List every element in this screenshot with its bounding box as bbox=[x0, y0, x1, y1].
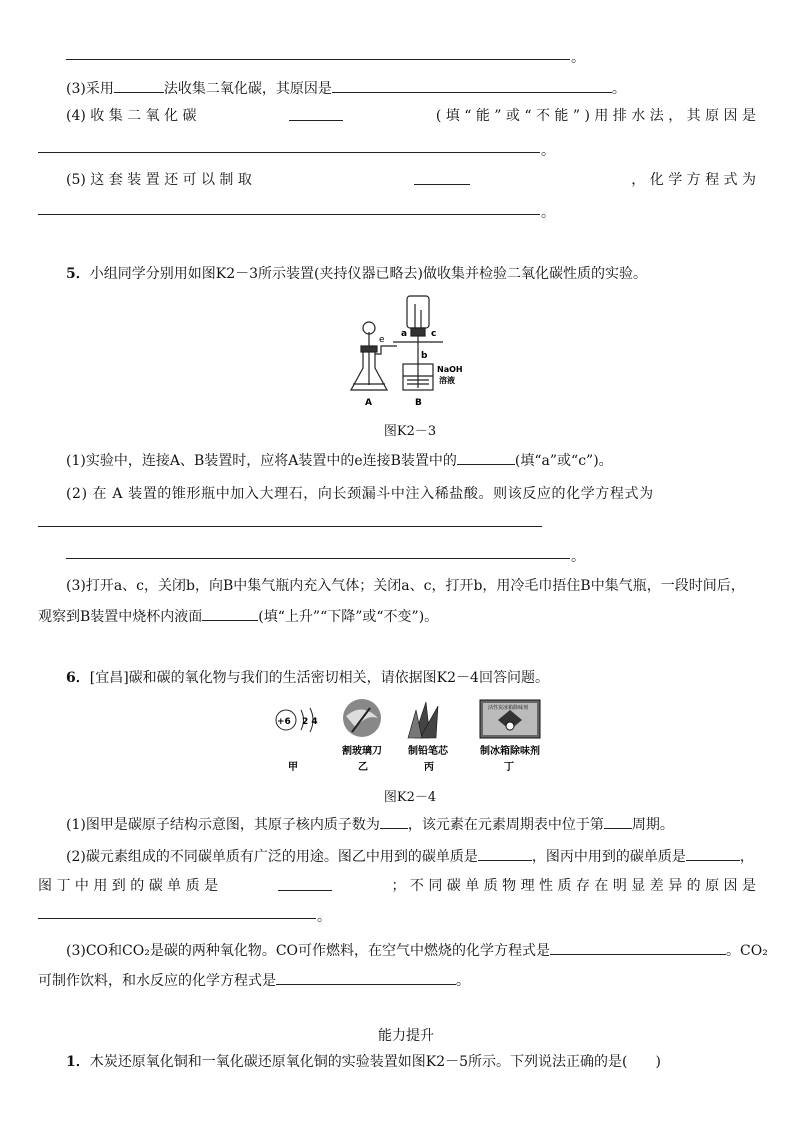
text: 周期。 bbox=[631, 817, 674, 833]
text: ，该元素在元素周期表中位于第 bbox=[407, 817, 604, 833]
apparatus-b bbox=[393, 296, 443, 390]
q5-part3-line1: (3)打开a、c，关闭b，向B中集气瓶内充入气体；关闭a、c，打开b，用冷毛巾捂住B中集气瓶，一段时间后， bbox=[66, 578, 745, 594]
q5-part3-line2 bbox=[38, 606, 438, 627]
period: 。 bbox=[317, 909, 331, 925]
blank[interactable] bbox=[686, 846, 740, 861]
text: 。 bbox=[456, 973, 470, 989]
question-number: 1． bbox=[66, 1054, 90, 1070]
answer-line bbox=[38, 918, 316, 919]
label-e: e bbox=[379, 335, 385, 345]
caption-item3: 制冰箱除味剂 bbox=[480, 746, 540, 757]
blank[interactable] bbox=[414, 170, 470, 185]
label-a-apparatus: A bbox=[365, 398, 372, 408]
label-a: a bbox=[401, 329, 408, 339]
q6-part2-line2 bbox=[38, 876, 756, 896]
answer-line bbox=[38, 152, 540, 153]
apparatus-a bbox=[351, 322, 397, 390]
text: 观察到B装置中烧杯内液面 bbox=[38, 609, 203, 625]
text: [宜昌]碳和碳的氧化物与我们的生活密切相关，请依据图K2－4回答问题。 bbox=[89, 670, 549, 686]
text: (4) 收 集 二 氧 化 碳 bbox=[66, 108, 197, 124]
text: (填“a”或“c”)。 bbox=[514, 453, 613, 469]
answer-line-top bbox=[66, 59, 570, 60]
q6-stem bbox=[66, 668, 549, 688]
label-yi: 乙 bbox=[358, 762, 368, 773]
blank[interactable] bbox=[114, 78, 164, 93]
label-b-apparatus: B bbox=[415, 398, 422, 408]
section-title: 能力提升 bbox=[378, 1028, 434, 1044]
text: (5) 这 套 装 置 还 可 以 制 取 bbox=[66, 172, 252, 188]
text: 可制作饮料，和水反应的化学方程式是 bbox=[38, 973, 276, 989]
q5-part2: (2) 在 A 装置的锥形瓶中加入大理石，向长颈漏斗中注入稀盐酸。则该反应的化学方程式为 bbox=[66, 486, 654, 502]
q6-part3-line2 bbox=[38, 970, 470, 991]
blank[interactable] bbox=[604, 814, 632, 829]
figure-k2-4 bbox=[266, 698, 556, 774]
q4-part4 bbox=[66, 106, 756, 126]
blank[interactable] bbox=[278, 876, 332, 891]
q6-part1 bbox=[66, 814, 674, 835]
label-b: b bbox=[421, 351, 428, 361]
q4-part5 bbox=[66, 170, 756, 190]
label-jia: 甲 bbox=[288, 762, 298, 773]
period: 。 bbox=[571, 50, 585, 66]
glass-cutter-picture bbox=[343, 699, 381, 737]
figure-caption: 图K2－4 bbox=[383, 790, 437, 805]
figure-caption: 图K2－3 bbox=[383, 424, 437, 439]
pencil-lead-picture bbox=[408, 702, 438, 738]
text: (1)图甲是碳原子结构示意图，其原子核内质子数为 bbox=[66, 817, 380, 833]
q6-part2-line1 bbox=[66, 846, 754, 867]
label-bing: 丙 bbox=[424, 762, 434, 773]
text: ( 填 “ 能 ” 或 “ 不 能 ” ) 用 排 水 法 ， 其 原 因 是 bbox=[435, 108, 756, 124]
label-ding: 丁 bbox=[504, 762, 514, 773]
answer-line bbox=[66, 558, 570, 559]
text: (2)碳元素组成的不同碳单质有广泛的用途。图乙中用到的碳单质是 bbox=[66, 849, 478, 865]
period: 。 bbox=[541, 143, 555, 159]
text: 。 bbox=[611, 81, 626, 97]
naoh-label: NaOH bbox=[437, 365, 463, 374]
text: (3)采用 bbox=[66, 81, 114, 97]
q5-stem bbox=[66, 264, 647, 284]
caption-item2: 制铅笔芯 bbox=[408, 746, 448, 757]
blank[interactable] bbox=[332, 78, 612, 93]
answer-line bbox=[38, 214, 540, 215]
box-text: 活性炭冰箱除味剂 bbox=[488, 705, 529, 711]
question-number: 5． bbox=[66, 266, 90, 282]
blank[interactable] bbox=[478, 846, 532, 861]
blank[interactable] bbox=[202, 606, 258, 621]
text: ，图丙中用到的碳单质是 bbox=[531, 849, 686, 865]
q5-part1 bbox=[66, 450, 613, 471]
blank[interactable] bbox=[276, 970, 456, 985]
blank[interactable] bbox=[457, 450, 515, 465]
text: ； 不 同 碳 单 质 物 理 性 质 存 在 明 显 差 异 的 原 因 是 bbox=[391, 878, 756, 894]
period: 。 bbox=[541, 205, 555, 221]
answer-line bbox=[38, 526, 542, 527]
text: (1)实验中，连接A、B装置时，应将A装置中的e连接B装置中的 bbox=[66, 453, 457, 469]
text: ， bbox=[739, 849, 754, 865]
text: ， 化 学 方 程 式 为 bbox=[631, 172, 756, 188]
blank[interactable] bbox=[550, 940, 726, 955]
text: 图 丁 中 用 到 的 碳 单 质 是 bbox=[38, 878, 219, 894]
blank[interactable] bbox=[289, 106, 343, 121]
text: 法收集二氧化碳，其原因是 bbox=[163, 81, 332, 97]
caption-item1: 割玻璃刀 bbox=[342, 746, 382, 757]
text: 小组同学分别用如图K2－3所示装置(夹持仪器已略去)做收集并检验二氧化碳性质的实验。 bbox=[89, 266, 647, 282]
text: (填“上升”“下降”或“不变”)。 bbox=[258, 609, 439, 625]
q6-part3-line1 bbox=[66, 940, 768, 961]
next-question-stem bbox=[66, 1052, 661, 1072]
atom-shells: 2 4 bbox=[302, 717, 318, 727]
solution-label: 溶液 bbox=[439, 376, 455, 385]
label-c: c bbox=[431, 329, 437, 339]
text: (3)CO和CO₂是碳的两种氧化物。CO可作燃料，在空气中燃烧的化学方程式是 bbox=[66, 943, 551, 959]
figure-k2-3 bbox=[345, 290, 475, 410]
blank[interactable] bbox=[380, 814, 408, 829]
period: 。 bbox=[571, 549, 585, 565]
text: 木炭还原氧化铜和一氧化碳还原氧化铜的实验装置如图K2－5所示。下列说法正确的是( ) bbox=[89, 1054, 661, 1070]
atom-nucleus: +6 bbox=[277, 717, 291, 727]
text: 。CO₂ bbox=[726, 943, 768, 959]
question-number: 6． bbox=[66, 670, 90, 686]
q4-part3 bbox=[66, 78, 626, 99]
